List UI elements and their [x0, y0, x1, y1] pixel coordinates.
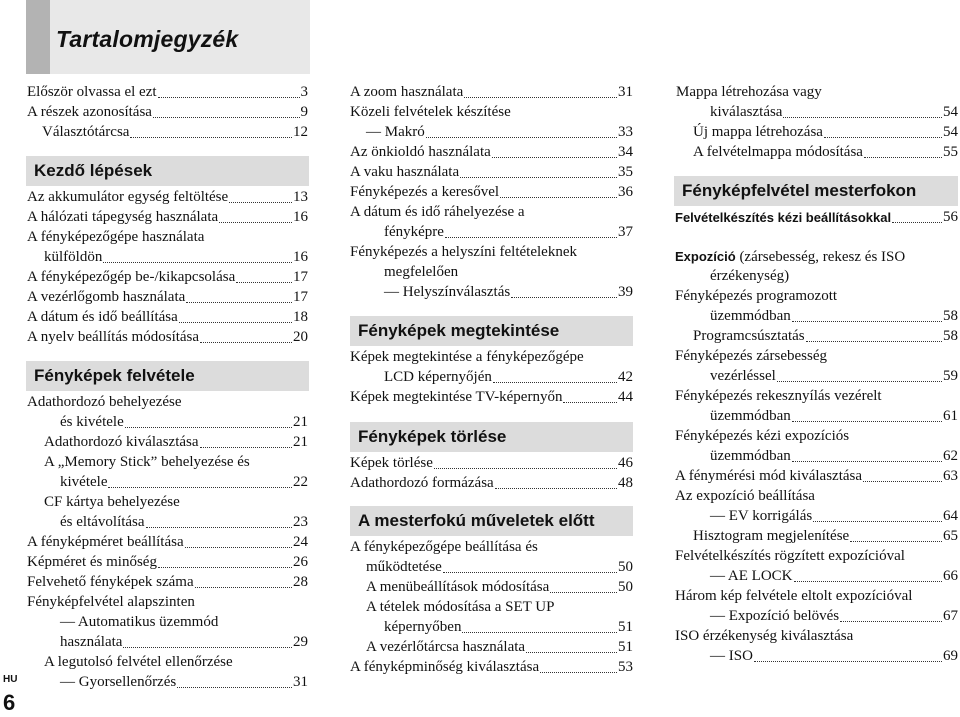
- dot-leader: [492, 143, 617, 158]
- toc-entry-text: A fényképezőgépe beállítása és: [350, 539, 538, 555]
- toc-page-number: 48: [618, 475, 633, 491]
- toc-entry-label: fényképre: [384, 224, 444, 240]
- dot-leader: [195, 573, 292, 588]
- dot-leader: [434, 454, 617, 469]
- dot-leader: [792, 407, 942, 422]
- toc-page-number: 31: [618, 84, 633, 100]
- toc-entry-label: Képek megtekintése TV-képernyőn: [350, 389, 563, 405]
- dot-leader: [464, 83, 617, 98]
- dot-leader: [850, 527, 942, 542]
- dot-leader: [186, 288, 292, 303]
- toc-page-number: 50: [618, 579, 633, 595]
- toc-page-number: 53: [618, 659, 633, 675]
- toc-entry[interactable]: [60, 633, 308, 652]
- toc-entry[interactable]: [693, 123, 958, 142]
- toc-entry-text: A tételek módosítása a SET UP: [366, 599, 555, 615]
- toc-entry[interactable]: [27, 308, 308, 327]
- toc-entry-label: A hálózati tápegység használata: [27, 209, 219, 225]
- dot-leader: [236, 268, 292, 283]
- toc-entry[interactable]: [693, 527, 958, 546]
- toc-page-number: 51: [618, 639, 633, 655]
- toc-entry-text: A dátum és idő ráhelyezése a: [350, 204, 525, 220]
- toc-entry[interactable]: [27, 103, 308, 122]
- toc-entry-text: megfelelően: [384, 264, 459, 280]
- toc-page-number: 24: [293, 534, 308, 550]
- section-heading: Fényképek megtekintése: [350, 316, 633, 346]
- toc-entry-label: A vezérlőtárcsa használata: [366, 639, 526, 655]
- dot-leader: [179, 308, 292, 323]
- toc-entry[interactable]: [350, 143, 633, 162]
- dot-leader: [813, 507, 942, 522]
- toc-entry[interactable]: [350, 183, 633, 202]
- toc-entry-label: Felvételkészítés kézi beállításokkal: [675, 210, 892, 225]
- toc-entry-text: Fényképezés zársebesség: [675, 348, 828, 364]
- toc-entry[interactable]: [60, 413, 308, 432]
- toc-page-number: 58: [943, 308, 958, 324]
- toc-entry-label: üzemmódban: [710, 408, 791, 424]
- toc-entry[interactable]: [350, 83, 633, 102]
- toc-entry-rest: (zársebesség, rekesz és ISO: [735, 249, 906, 265]
- toc-entry-text: Fényképezés rekesznyílás vezérelt: [675, 388, 882, 404]
- dot-leader: [777, 367, 942, 382]
- section-heading: Fényképek felvétele: [26, 361, 309, 391]
- toc-entry-label: Felvehető fényképek száma: [27, 574, 194, 590]
- section-heading: Fényképek törlése: [350, 422, 633, 452]
- toc-entry-label: A vaku használata: [350, 164, 460, 180]
- toc-entry-label: A menübeállítások módosítása: [366, 579, 550, 595]
- toc-page-number: 12: [293, 124, 308, 140]
- toc-entry-label: Adathordozó kiválasztása: [44, 434, 199, 450]
- toc-page-number: 37: [618, 224, 633, 240]
- toc-entry-label: Először olvassa el ezt: [27, 84, 157, 100]
- toc-entry-label: külföldön: [44, 249, 103, 265]
- toc-page-number: 17: [293, 269, 308, 285]
- section-heading: Kezdő lépések: [26, 156, 309, 186]
- toc-entry-text: Felvételkészítés rögzített expozícióval: [675, 548, 905, 564]
- toc-entry-label: Adathordozó formázása: [350, 475, 494, 491]
- toc-entry-label: — ISO: [710, 648, 753, 664]
- toc-entry[interactable]: [60, 473, 308, 492]
- toc-entry[interactable]: [27, 553, 308, 572]
- toc-entry-text: A „Memory Stick” behelyezése és: [44, 454, 250, 470]
- toc-entry-label: Fényképezés a keresővel: [350, 184, 500, 200]
- dot-leader: [130, 123, 292, 138]
- toc-page-number: 56: [943, 209, 958, 225]
- toc-page-number: 59: [943, 368, 958, 384]
- title-stripe: [26, 0, 50, 74]
- toc-page-number: 18: [293, 309, 308, 325]
- toc-entry-text: Képek megtekintése a fényképezőgépe: [350, 349, 584, 365]
- dot-leader: [563, 388, 617, 403]
- toc-page-number: 17: [293, 289, 308, 305]
- dot-leader: [792, 307, 942, 322]
- toc-entry-text: érzékenység): [710, 268, 790, 284]
- dot-leader: [493, 368, 617, 383]
- toc-entry[interactable]: [710, 307, 958, 326]
- toc-entry[interactable]: [710, 607, 958, 626]
- toc-page-number: 63: [943, 468, 958, 484]
- toc-page-number: 26: [293, 554, 308, 570]
- toc-entry[interactable]: [27, 328, 308, 347]
- toc-entry-label: A fénymérési mód kiválasztása: [675, 468, 863, 484]
- toc-page-number: 20: [293, 329, 308, 345]
- toc-entry[interactable]: [350, 658, 633, 677]
- toc-entry[interactable]: [710, 407, 958, 426]
- dot-leader: [200, 328, 292, 343]
- dot-leader: [806, 327, 942, 342]
- toc-page-number: 62: [943, 448, 958, 464]
- dot-leader: [864, 143, 942, 158]
- toc-entry[interactable]: [60, 673, 308, 692]
- toc-page-number: 66: [943, 568, 958, 584]
- toc-page-number: 51: [618, 619, 633, 635]
- toc-entry[interactable]: [27, 573, 308, 592]
- dot-leader: [229, 188, 292, 203]
- toc-page-number: 42: [618, 369, 633, 385]
- toc-entry-label: — Gyorsellenőrzés: [60, 674, 177, 690]
- toc-entry-text: A fényképezőgépe használata: [27, 229, 205, 245]
- toc-entry[interactable]: [27, 83, 308, 102]
- toc-entry[interactable]: [42, 123, 308, 142]
- toc-entry[interactable]: [710, 647, 958, 666]
- toc-entry[interactable]: [350, 163, 633, 182]
- toc-entry[interactable]: [27, 533, 308, 552]
- dot-leader: [177, 673, 292, 688]
- toc-entry[interactable]: [693, 143, 958, 162]
- toc-entry-text: Fényképezés programozott: [675, 288, 838, 304]
- toc-entry-label: Képméret és minőség: [27, 554, 157, 570]
- dot-leader: [200, 433, 292, 448]
- dot-leader: [158, 553, 292, 568]
- toc-entry-label: és eltávolítása: [60, 514, 145, 530]
- toc-entry-text: Adathordozó behelyezése: [27, 394, 182, 410]
- dot-leader: [123, 633, 292, 648]
- toc-entry[interactable]: [366, 123, 633, 142]
- dot-leader: [153, 103, 300, 118]
- toc-entry-label: képernyőben: [384, 619, 462, 635]
- toc-entry-label: működtetése: [366, 559, 442, 575]
- toc-entry-label: Választótárcsa: [42, 124, 130, 140]
- dot-leader: [526, 638, 617, 653]
- toc-page-number: 35: [618, 164, 633, 180]
- dot-leader: [426, 123, 617, 138]
- dot-leader: [158, 83, 300, 98]
- toc-entry-label: A dátum és idő beállítása: [27, 309, 178, 325]
- toc-page-number: 13: [293, 189, 308, 205]
- toc-entry[interactable]: [384, 368, 633, 387]
- toc-page-number: 67: [943, 608, 958, 624]
- toc-page-number: 69: [943, 648, 958, 664]
- toc-entry-label: A nyelv beállítás módosítása: [27, 329, 200, 345]
- toc-entry[interactable]: [366, 578, 633, 597]
- toc-page-number: 31: [293, 674, 308, 690]
- toc-entry-label: A részek azonosítása: [27, 104, 152, 120]
- toc-entry-label: A zoom használata: [350, 84, 464, 100]
- section-heading: A mesterfokú műveletek előtt: [350, 506, 633, 536]
- dot-leader: [185, 533, 292, 548]
- toc-page-number: 65: [943, 528, 958, 544]
- toc-entry-label: A fényképminőség kiválasztása: [350, 659, 540, 675]
- toc-entry-label: kivétele: [60, 474, 108, 490]
- dot-leader: [146, 513, 292, 528]
- toc-page-number: 54: [943, 104, 958, 120]
- toc-entry-label: használata: [60, 634, 123, 650]
- toc-page-number: 16: [293, 249, 308, 265]
- dot-leader: [462, 618, 617, 633]
- toc-entry[interactable]: [60, 513, 308, 532]
- toc-page-number: 55: [943, 144, 958, 160]
- toc-page-number: 64: [943, 508, 958, 524]
- toc-page-number: 58: [943, 328, 958, 344]
- toc-entry-text: — Automatikus üzemmód: [60, 614, 219, 630]
- toc-page-number: 39: [618, 284, 633, 300]
- toc-entry-label: — EV korrigálás: [710, 508, 813, 524]
- toc-entry-text: CF kártya behelyezése: [44, 494, 180, 510]
- toc-page-number: 34: [618, 144, 633, 160]
- toc-page-number: 36: [618, 184, 633, 200]
- toc-entry-label: — AE LOCK: [710, 568, 793, 584]
- section-heading: Fényképfelvétel mesterfokon: [674, 176, 958, 206]
- toc-entry-text: Az expozíció beállítása: [675, 488, 815, 504]
- toc-entry-label: Az önkioldó használata: [350, 144, 491, 160]
- toc-entry[interactable]: [27, 288, 308, 307]
- toc-entry[interactable]: [710, 447, 958, 466]
- dot-leader: [460, 163, 617, 178]
- toc-entry-bold-term: Expozíció: [675, 249, 736, 264]
- toc-entry-text: [675, 247, 905, 267]
- toc-entry-label: Az akkumulátor egység feltöltése: [27, 189, 229, 205]
- page-title: Tartalomjegyzék: [56, 26, 239, 52]
- toc-entry[interactable]: [27, 188, 308, 207]
- dot-leader: [550, 578, 617, 593]
- toc-page-number: 46: [618, 455, 633, 471]
- toc-entry[interactable]: [675, 208, 958, 227]
- dot-leader: [892, 208, 942, 223]
- toc-entry[interactable]: [710, 367, 958, 386]
- toc-entry-label: üzemmódban: [710, 448, 791, 464]
- toc-page-number: 9: [300, 104, 308, 120]
- toc-page-number: 16: [293, 209, 308, 225]
- dot-leader: [511, 283, 617, 298]
- toc-entry-label: és kivétele: [60, 414, 124, 430]
- toc-page-number: 33: [618, 124, 633, 140]
- toc-page-number: 61: [943, 408, 958, 424]
- toc-entry-label: kiválasztása: [710, 104, 783, 120]
- dot-leader: [500, 183, 617, 198]
- dot-leader: [540, 658, 617, 673]
- toc-entry-label: Új mappa létrehozása: [693, 124, 823, 140]
- toc-entry[interactable]: [366, 558, 633, 577]
- toc-page-number: 22: [293, 474, 308, 490]
- toc-entry-text: ISO érzékenység kiválasztása: [675, 628, 854, 644]
- toc-entry[interactable]: [350, 474, 633, 493]
- toc-entry-label: A fényképméret beállítása: [27, 534, 184, 550]
- toc-page-number: 28: [293, 574, 308, 590]
- toc-entry[interactable]: [710, 103, 958, 122]
- dot-leader: [794, 567, 943, 582]
- toc-entry[interactable]: [27, 268, 308, 287]
- toc-page-number: 3: [300, 84, 308, 100]
- dot-leader: [103, 248, 292, 263]
- toc-page-number: 44: [618, 389, 633, 405]
- toc-entry-label: — Helyszínválasztás: [384, 284, 511, 300]
- dot-leader: [824, 123, 942, 138]
- dot-leader: [840, 607, 942, 622]
- dot-leader: [792, 447, 942, 462]
- toc-entry-text: Fényképfelvétel alapszinten: [27, 594, 195, 610]
- toc-entry-text: Fényképezés kézi expozíciós: [675, 428, 850, 444]
- dot-leader: [219, 208, 292, 223]
- toc-entry-label: Képek törlése: [350, 455, 433, 471]
- toc-page-number: 23: [293, 514, 308, 530]
- toc-entry-label: vezérléssel: [710, 368, 776, 384]
- dot-leader: [783, 103, 942, 118]
- toc-page-number: 29: [293, 634, 308, 650]
- dot-leader: [754, 647, 942, 662]
- toc-entry[interactable]: [710, 567, 958, 586]
- toc-page-number: 21: [293, 434, 308, 450]
- toc-entry[interactable]: [384, 283, 633, 302]
- toc-entry-label: A fényképezőgép be-/kikapcsolása: [27, 269, 236, 285]
- toc-entry-label: Programcsúsztatás: [693, 328, 805, 344]
- toc-entry[interactable]: [675, 467, 958, 486]
- toc-entry-label: — Makró: [366, 124, 425, 140]
- toc-page-number: 50: [618, 559, 633, 575]
- page-number: 6: [3, 690, 16, 715]
- language-tag: HU: [3, 674, 18, 685]
- toc-entry[interactable]: [710, 507, 958, 526]
- toc-entry[interactable]: [693, 327, 958, 346]
- toc-entry-text: Fényképezés a helyszíni feltételeknek: [350, 244, 577, 260]
- dot-leader: [445, 223, 617, 238]
- toc-entry-text: Három kép felvétele eltolt expozícióval: [675, 588, 913, 604]
- dot-leader: [125, 413, 292, 428]
- toc-entry[interactable]: [44, 248, 308, 267]
- toc-entry[interactable]: [27, 208, 308, 227]
- dot-leader: [863, 467, 942, 482]
- toc-entry-text: A legutolsó felvétel ellenőrzése: [44, 654, 233, 670]
- toc-page-number: 54: [943, 124, 958, 140]
- toc-entry-text: Mappa létrehozása vagy: [676, 84, 822, 100]
- toc-entry[interactable]: [350, 388, 633, 407]
- toc-entry-label: A vezérlőgomb használata: [27, 289, 186, 305]
- toc-entry[interactable]: [350, 454, 633, 473]
- dot-leader: [495, 474, 617, 489]
- toc-entry-label: Hisztogram megjelenítése: [693, 528, 850, 544]
- toc-entry[interactable]: [44, 433, 308, 452]
- toc-entry[interactable]: [384, 618, 633, 637]
- dot-leader: [443, 558, 617, 573]
- dot-leader: [108, 473, 292, 488]
- toc-entry-text: Közeli felvételek készítése: [350, 104, 511, 120]
- toc-page-number: 21: [293, 414, 308, 430]
- toc-entry-label: üzemmódban: [710, 308, 791, 324]
- toc-entry[interactable]: [366, 638, 633, 657]
- toc-entry[interactable]: [384, 223, 633, 242]
- toc-entry-label: A felvételmappa módosítása: [693, 144, 863, 160]
- toc-entry-label: LCD képernyőjén: [384, 369, 492, 385]
- toc-entry-label: — Expozíció belövés: [710, 608, 840, 624]
